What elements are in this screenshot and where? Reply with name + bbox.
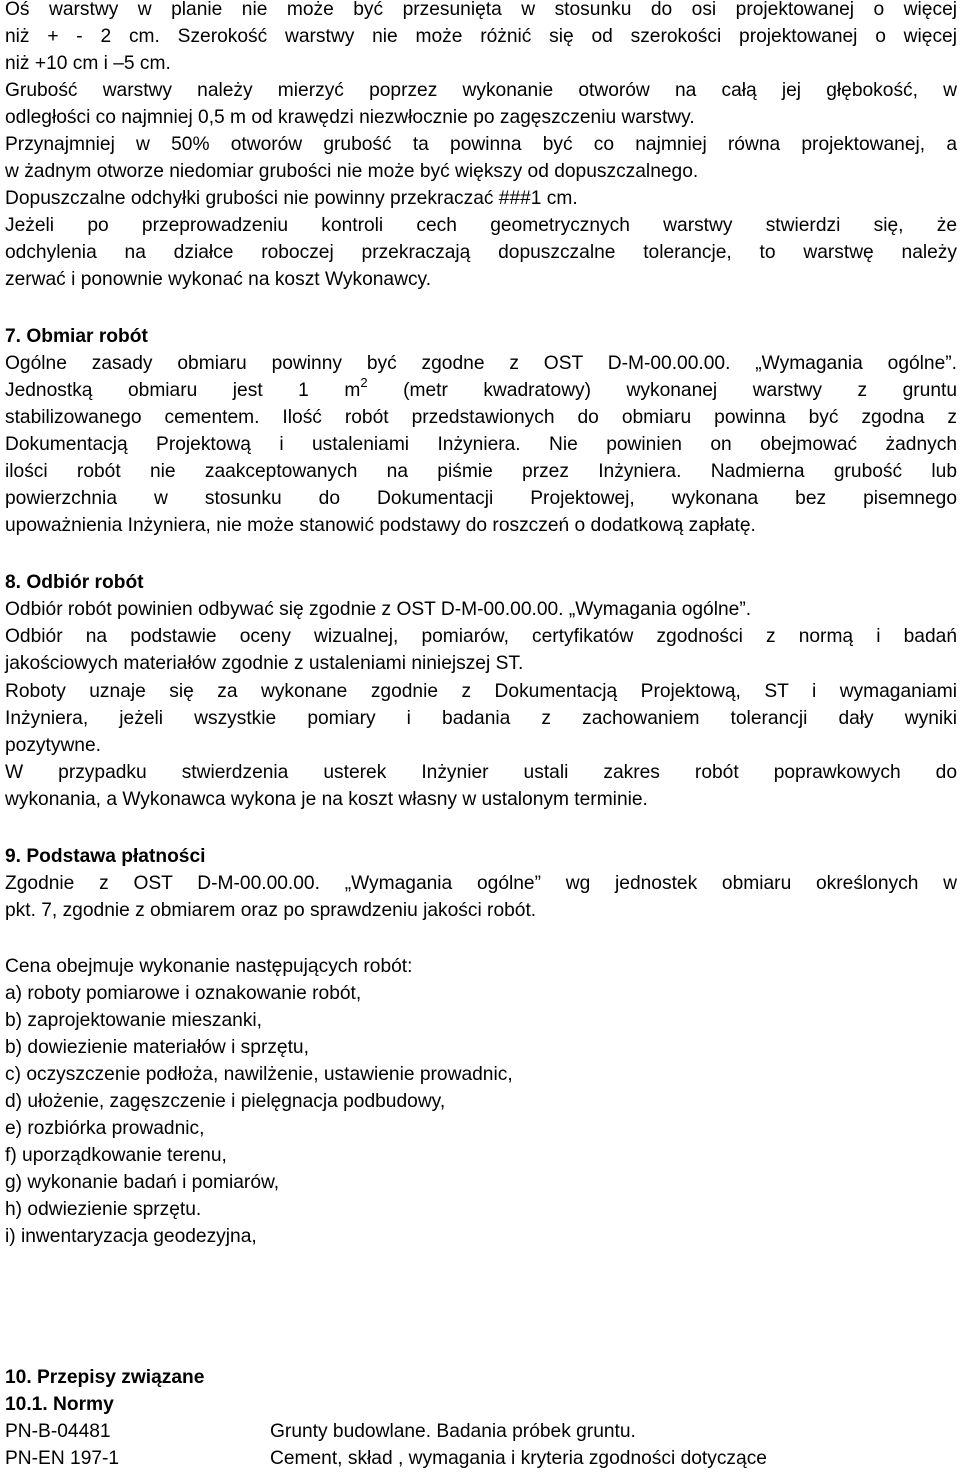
list-item: g) wykonanie badań i pomiarów, [5, 1172, 280, 1193]
section-heading-10: 10. Przepisy związane [5, 1367, 205, 1388]
paragraph-line: Dokumentacją Projektową i ustaleniami Inżyniera. Nie powinien on obejmować żadnych [5, 434, 957, 455]
paragraph-line: niż + - 2 cm. Szerokość warstwy nie może różnić się od szerokości projektowanej o więcej [5, 26, 957, 47]
paragraph-line: jakościowych materiałów zgodnie z ustaleniami niniejszej ST. [5, 653, 524, 674]
list-item: d) ułożenie, zagęszczenie i pielęgnacja podbudowy, [5, 1091, 446, 1112]
section-heading-8: 8. Odbiór robót [5, 572, 144, 593]
paragraph-line: odchylenia na działce roboczej przekraczają dopuszczalne tolerancje, to warstwę należy [5, 242, 957, 263]
paragraph-line: pkt. 7, zgodnie z obmiarem oraz po sprawdzeniu jakości robót. [5, 900, 537, 921]
list-item: b) zaprojektowanie mieszanki, [5, 1010, 263, 1031]
norm-title: Grunty budowlane. Badania próbek gruntu. [270, 1421, 636, 1442]
paragraph-line: w żadnym otworze niedomiar grubości nie może być większy od dopuszczalnego. [5, 161, 699, 182]
paragraph-line: ilości robót nie zaakceptowanych na piśmie przez Inżyniera. Nadmierna grubość lub [5, 461, 957, 482]
paragraph-line: Zgodnie z OST D-M-00.00.00. „Wymagania ogólne” wg jednostek obmiaru określonych w [5, 873, 957, 894]
norm-code: PN-EN 197-1 [5, 1448, 120, 1469]
paragraph-line: Przynajmniej w 50% otworów grubość ta powinna być co najmniej równa projektowanej, a [5, 134, 957, 155]
section-heading-7: 7. Obmiar robót [5, 326, 148, 347]
section-heading-9: 9. Podstawa płatności [5, 846, 206, 867]
norm-title: Cement, skład , wymagania i kryteria zgodności dotyczące [270, 1448, 767, 1469]
price-intro: Cena obejmuje wykonanie następujących robót: [5, 956, 413, 977]
paragraph-line: Roboty uznaje się za wykonane zgodnie z Dokumentacją Projektową, ST i wymaganiami [5, 681, 957, 702]
paragraph-line-unit [5, 377, 957, 404]
paragraph-line: Dopuszczalne odchyłki grubości nie powinny przekraczać ###1 cm. [5, 188, 578, 209]
unit-text-b: (metr kwadratowy) wykonanej warstwy z gruntu [367, 380, 957, 401]
unit-superscript: 2 [360, 375, 368, 390]
paragraph-line: pozytywne. [5, 735, 101, 756]
norm-code: PN-B-04481 [5, 1421, 111, 1442]
list-item: e) rozbiórka prowadnic, [5, 1118, 205, 1139]
paragraph-line: odległości co najmniej 0,5 m od krawędzi niezwłocznie po zagęszczeniu warstwy. [5, 107, 695, 128]
paragraph-line: powierzchnia w stosunku do Dokumentacji Projektowej, wykonana bez pisemnego [5, 488, 957, 509]
paragraph-line: niż +10 cm i –5 cm. [5, 53, 171, 74]
list-item: i) inwentaryzacja geodezyjna, [5, 1226, 257, 1247]
unit-text-a: Jednostką obmiaru jest 1 m [5, 380, 361, 401]
list-item: h) odwiezienie sprzętu. [5, 1199, 202, 1220]
paragraph-line: Jeżeli po przeprowadzeniu kontroli cech geometrycznych warstwy stwierdzi się, że [5, 215, 957, 236]
list-item: f) uporządkowanie terenu, [5, 1145, 227, 1166]
paragraph-line: wykonania, a Wykonawca wykona je na koszt własny w ustalonym terminie. [5, 789, 648, 810]
list-item: c) oczyszczenie podłoża, nawilżenie, ustawienie prowadnic, [5, 1064, 513, 1085]
list-item: b) dowiezienie materiałów i sprzętu, [5, 1037, 309, 1058]
paragraph-line: Odbiór na podstawie oceny wizualnej, pomiarów, certyfikatów zgodności z normą i badań [5, 626, 957, 647]
paragraph-line: stabilizowanego cementem. Ilość robót przedstawionych do obmiaru powinna być zgodna z [5, 407, 957, 428]
subsection-heading-norms: 10.1. Normy [5, 1394, 114, 1415]
paragraph-line: Oś warstwy w planie nie może być przesunięta w stosunku do osi projektowanej o więcej [5, 0, 957, 20]
paragraph-line: Grubość warstwy należy mierzyć poprzez wykonanie otworów na całą jej głębokość, w [5, 80, 957, 101]
paragraph-line: Ogólne zasady obmiaru powinny być zgodne z OST D-M-00.00.00. „Wymagania ogólne”. [5, 353, 957, 374]
paragraph-line: W przypadku stwierdzenia usterek Inżynier ustali zakres robót poprawkowych do [5, 762, 957, 783]
list-item: a) roboty pomiarowe i oznakowanie robót, [5, 983, 362, 1004]
paragraph-line: zerwać i ponownie wykonać na koszt Wykonawcy. [5, 269, 432, 290]
paragraph-line: upoważnienia Inżyniera, nie może stanowić podstawy do roszczeń o dodatkową zapłatę. [5, 515, 756, 536]
paragraph-line: Odbiór robót powinien odbywać się zgodnie z OST D-M-00.00.00. „Wymagania ogólne”. [5, 599, 752, 620]
paragraph-line: Inżyniera, jeżeli wszystkie pomiary i badania z zachowaniem tolerancji dały wyniki [5, 708, 957, 729]
